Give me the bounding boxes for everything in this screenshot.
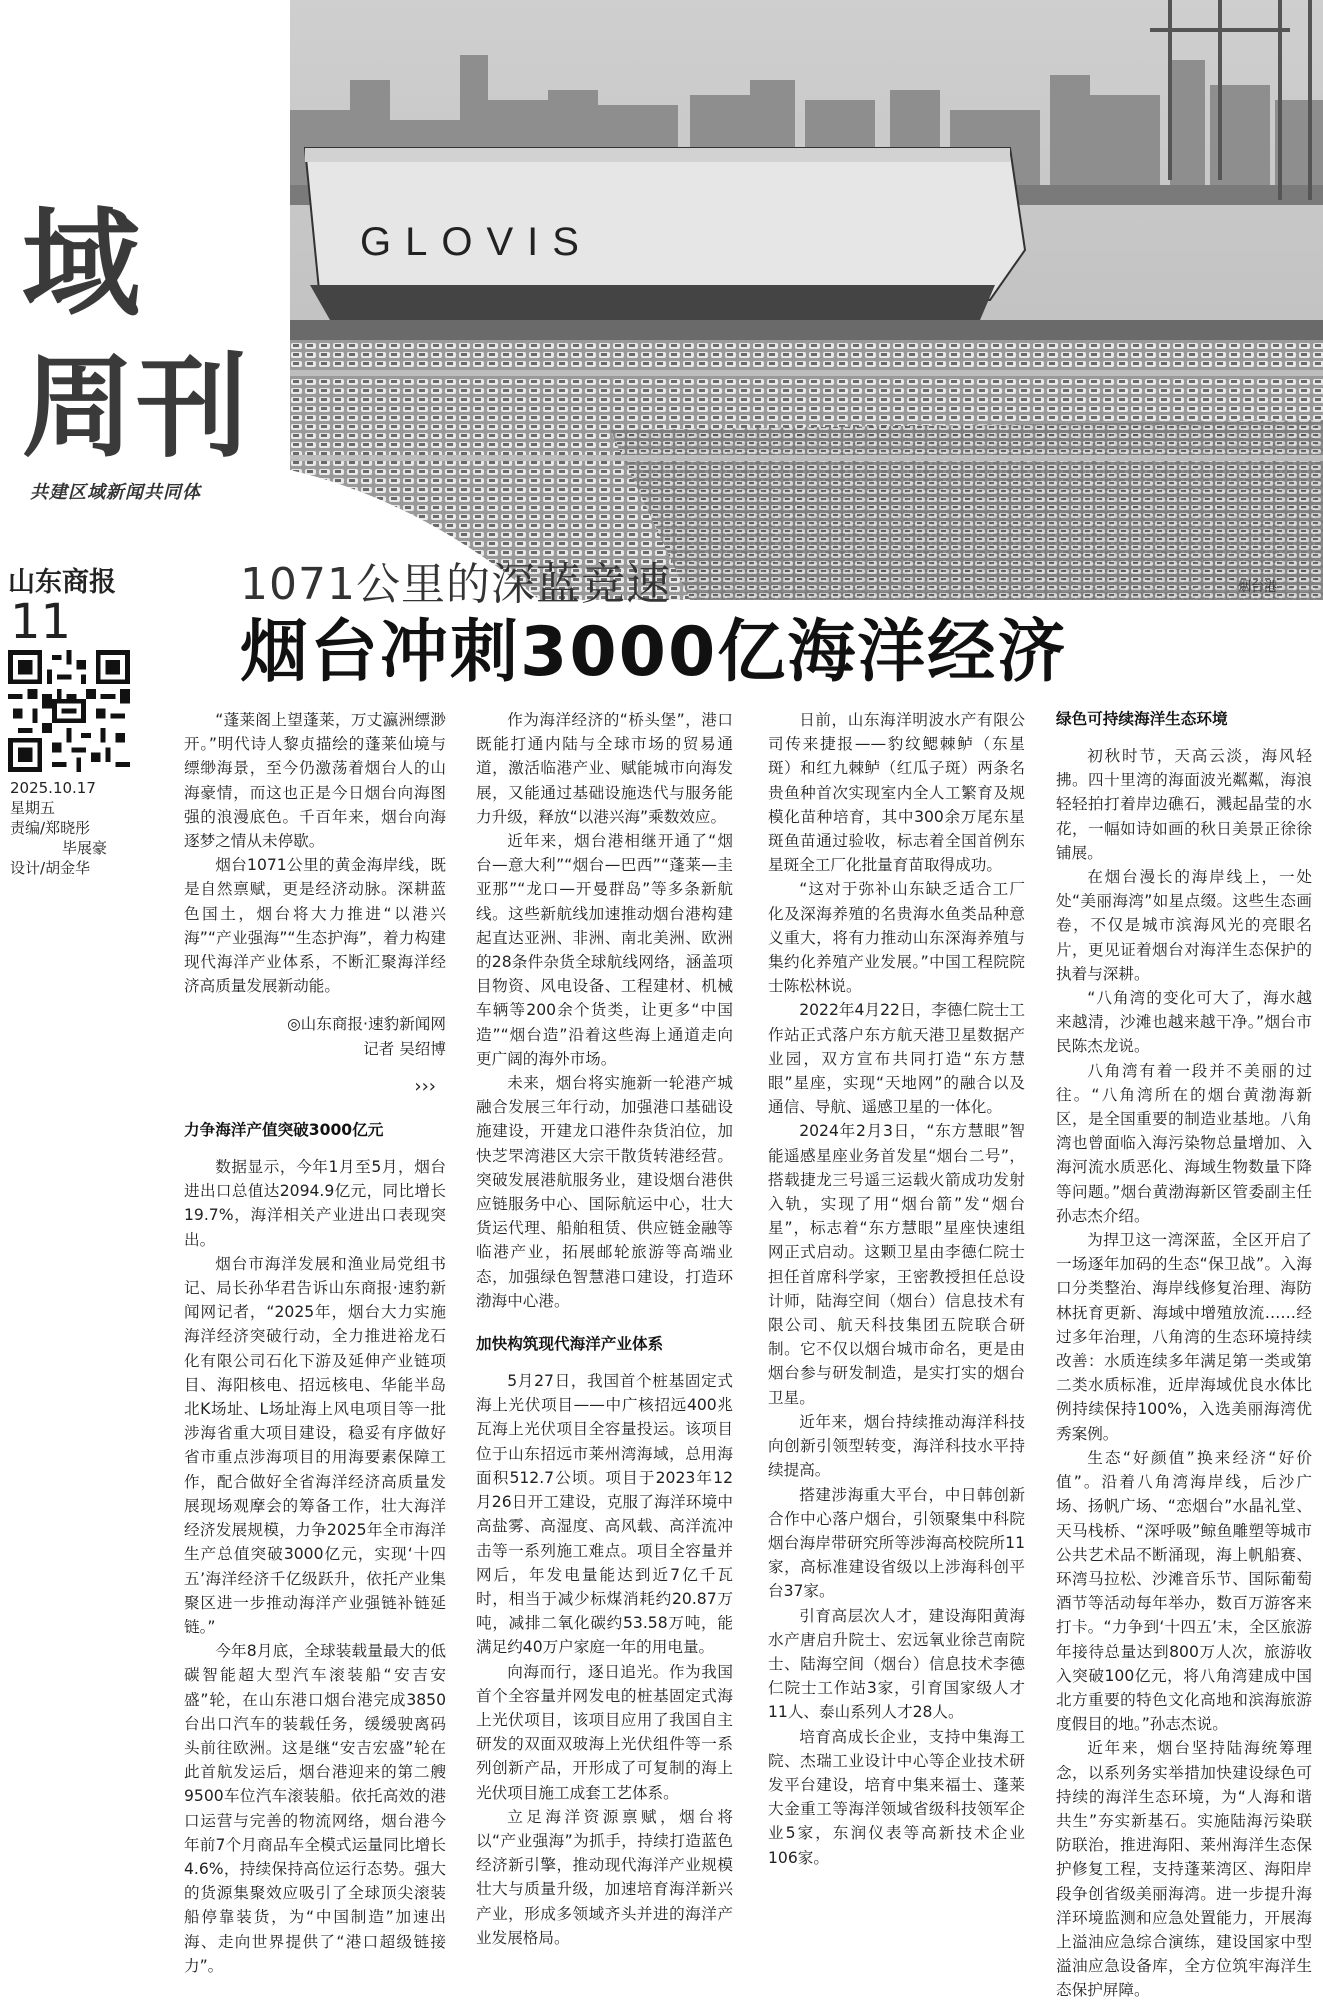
body-paragraph: 近年来，烟台持续推动海洋科技向创新引领型转变，海洋科技水平持续提高。 (768, 1412, 1025, 1480)
byline-reporter: 记者 吴绍博 (363, 1039, 446, 1058)
body-paragraph: “八角湾的变化可大了，海水越来越清，沙滩也越来越干净。”烟台市民陈杰龙说。 (1056, 989, 1312, 1056)
body-paragraph: 立足海洋资源禀赋，烟台将以“产业强海”为抓手，持续打造蓝色经济新引擎，推动现代海洋产业规模壮大与质量升级，加速培育海洋新兴产业，形成多领域齐头并进的海洋产业发展格局。 (476, 1807, 733, 1947)
designer-label: 设计 (10, 859, 41, 877)
section-heading-3: 绿色可持续海洋生态环境 (1056, 710, 1228, 728)
qr-code-icon[interactable] (8, 650, 130, 772)
body-paragraph: 培育高成长企业，支持中集海工院、杰瑞工业设计中心等企业技术研发平台建设，培育中集来福士、蓬莱大金重工等海洋领域省级科技领军企业5家，东润仪表等高新技术企业106家。 (768, 1727, 1025, 1867)
body-paragraph: 日前，山东海洋明波水产有限公司传来捷报——豹纹鳃棘鲈（东星斑）和红九棘鲈（红瓜子斑）两条名贵鱼种首次实现室内全人工繁育及规模化苗种培育，其中300余万尾东星斑鱼苗通过验收，标志着全国首例东星斑全工厂化批量育苗取得成功。 (768, 711, 1025, 875)
article-column-1 (184, 708, 446, 1975)
body-paragraph: 初秋时节，天高云淡，海风轻拂。四十里湾的海面波光粼粼，海浪轻轻拍打着岸边礁石，溅起晶莹的水花，一幅如诗如画的秋日美景正徐徐铺展。 (1056, 747, 1312, 862)
intro-paragraph-1: “蓬莱阁上望蓬莱，万丈瀛洲缥渺开。”明代诗人黎贞描绘的蓬莱仙境与缥缈海景，至今仍激荡着烟台人的山海豪情，而这也正是今日烟台向海图强的浪漫底色。千百年来，烟台向海逐梦之情从未停歇。 (184, 711, 446, 851)
body-paragraph: 为捍卫这一湾深蓝，全区开启了一场逐年加码的生态“保卫战”。入海口分类整治、海岸线修复治理、海防林抚育更新、海域中增殖放流……经过多年治理，八角湾的生态环境持续改善：水质连续多年满足第一类或第二类水质标准，近岸海域优良水体比例持续保持100%，入选美丽海湾优秀案例。 (1056, 1231, 1312, 1443)
intro-paragraph-2: 烟台1071公里的黄金海岸线，既是自然禀赋，更是经济动脉。深耕蓝色国土，烟台将大力推进“以港兴海”“产业强海”“生态护海”，着力构建现代海洋产业体系，不断汇聚海洋经济高质量发展新动能。 (184, 856, 446, 996)
body-paragraph: 八角湾有着一段并不美丽的过往。“八角湾所在的烟台黄渤海新区，是全国重要的制造业基地。八角湾也曾面临入海污染物总量增加、入海河流水质恶化、海域生物数量下降等问题。”烟台黄渤海新区管委副主任孙志杰介绍。 (1056, 1061, 1312, 1225)
body-paragraph: 2022年4月22日，李德仁院士工作站正式落户东方航天港卫星数据产业园，双方宣布共同打造“东方慧眼”星座，实现“天地网”的融合以及通信、导航、遥感卫星的一体化。 (768, 1001, 1025, 1117)
body-paragraph: 搭建涉海重大平台，中日韩创新合作中心落户烟台，引领聚集中科院烟台海岸带研究所等涉海高校院所11家，高标准建设省级以上涉海科创平台37家。 (768, 1485, 1025, 1601)
continue-arrows-icon: ››› (414, 1075, 436, 1097)
body-paragraph: 近年来，烟台坚持陆海统筹理念，以系列务实举措加快建设绿色可持续的海洋生态环境，为“人海和谐共生”夯实新基石。实施陆海污染联防联治，推进海阳、莱州海洋生态保护修复工程，支持蓬莱湾区、海阳岸段争创省级美丽海湾。进一步提升海洋环境监测和应急处置能力，开展海上溢油应急综合演练，建设国家中型溢油应急设备库，全方位筑牢海洋生态保护屏障。 (1056, 1739, 1312, 2000)
body-paragraph: 烟台市海洋发展和渔业局党组书记、局长孙华君告诉山东商报·速豹新闻网记者，“2025年，烟台大力实施海洋经济突破行动，全力推进裕龙石化有限公司石化下游及延伸产业链项目、海阳核电、招远核电、华能半岛北K场址、L场址海上风电项目等一批涉海省重大项目建设，稳妥有序做好省市重点涉海项目的用海要素保障工作，配合做好全省海洋经济高质量发展现场观摩会的筹备工作，壮大海洋经济发展规模，力争2025年全市海洋生产总值突破3000亿元，实现‘十四五’海洋经济千亿级跃升，依托产业集聚区进一步推动海洋产业强链补链延链。” (184, 1254, 446, 1636)
body-paragraph: 向海而行，逐日追光。作为我国首个全容量并网发电的桩基固定式海上光伏项目，该项目应用了我国自主研发的双面双玻海上光伏组件等一系列创新产品，开形成了可复制的海上光伏项目施工成套工艺体系。 (476, 1662, 733, 1802)
article-column-3 (768, 708, 1025, 1933)
body-paragraph: 未来，烟台将实施新一轮港产城融合发展三年行动，加强港口基础设施建设，开建龙口港件杂货泊位，加快芝罘湾港区大宗干散货转港经营。突破发展港航服务业，建设烟台港供应链服务中心、国际航运中心，壮大货运代理、船舶租赁、供应链金融等临港产业，拓展邮轮旅游等高端业态，加强绿色智慧港口建设，打造环渤海中心港。 (476, 1074, 733, 1310)
ship-name: GLOVIS (360, 220, 593, 264)
body-paragraph: “这对于弥补山东缺乏适合工厂化及深海养殖的名贵海水鱼类品种意义重大，将有力推动山东深海养殖与集约化养殖产业发展。”中国工程院院士陈松林说。 (768, 880, 1025, 996)
article-column-2 (476, 708, 733, 1947)
body-paragraph: 作为海洋经济的“桥头堡”，港口既能打通内陆与全球市场的贸易通道，激活临港产业、赋能城市向海发展，又能通过基础设施迭代与服务能力升级，释放“以港兴海”乘数效应。 (476, 711, 733, 826)
body-paragraph: 5月27日，我国首个桩基固定式海上光伏项目——中广核招远400兆瓦海上光伏项目全容量投运。该项目位于山东招远市莱州湾海域，总用海面积512.7公顷。项目于2023年12月26日开工建设，克服了海洋环境中高盐雾、高湿度、高风载、高洋流冲击等一系列施工难点。项目全容量并网后，年发电量能达到近7亿千瓦时，相当于减少标煤消耗约20.87万吨，减排二氧化碳约53.58万吨，能满足约40万户家庭一年的用电量。 (476, 1372, 733, 1657)
section-heading-1: 力争海洋产值突破3000亿元 (184, 1121, 384, 1140)
headline-title: 烟台冲刺3000亿海洋经济 (240, 613, 1068, 692)
editor-label: 责编 (10, 819, 41, 837)
body-paragraph: 近年来，烟台港相继开通了“烟台—意大利”“烟台—巴西”“蓬莱—圭亚那”“龙口—开曼群岛”等多条新航线。这些新航线加速推动烟台港构建起直达亚洲、非洲、南北美洲、欧洲的28条件杂货全球航线网络，涵盖项目物资、风电设备、工程建材、机械车辆等200余个货类，让更多“中国造”“烟台造”沿着这些海上通道走向更广阔的海外市场。 (476, 832, 733, 1068)
article-column-4 (1056, 708, 1312, 2000)
byline-outlet: ◎山东商报·速豹新闻网 (287, 1015, 446, 1034)
body-paragraph: 今年8月底，全球装载量最大的低碳智能超大型汽车滚装船“安吉安盛”轮，在山东港口烟台港完成3850台出口汽车的装载任务，缓缓驶离码头前往欧洲。这是继“安吉宏盛”轮在此首航发运后，烟台港迎来的第二艘9500车位汽车滚装船。依托高效的港口运营与完善的物流网络，烟台港今年前7个月商品车全模式运量同比增长4.6%，持续保持高位运行态势。强大的货源集聚效应吸引了全球顶尖滚装船停靠装货，为“中国制造”加速出海、走向世界提供了“港口超级链接力”。 (184, 1642, 446, 1975)
headline-kicker: 1071公里的深蓝竞速 (240, 559, 671, 610)
newspaper-name: 山东商报 (8, 567, 116, 598)
editor-2: 毕展豪 (62, 839, 108, 857)
body-paragraph: 引育高层次人才，建设海阳黄海水产唐启升院士、宏远氧业徐芑南院士、陆海空间（烟台）信息技术李德仁院士工作站3家，引育国家级人才11人、泰山系列人才28人。 (768, 1606, 1025, 1722)
photo-credit: 烟台港 (1238, 580, 1278, 595)
editor-1: 郑晓彤 (45, 819, 91, 837)
page-number: 11 (10, 594, 72, 650)
section-heading-2: 加快构筑现代海洋产业体系 (476, 1335, 664, 1354)
issue-weekday: 星期五 (10, 799, 56, 817)
editor-line: 责编/郑晓彤 (10, 819, 91, 837)
port-photo (290, 0, 1323, 600)
section-title-line2: 周刊 (22, 343, 250, 473)
masthead-slogan: 共建区域新闻共同体 (30, 482, 201, 503)
designer-line: 设计/胡金华 (10, 859, 91, 877)
issue-date: 2025.10.17 (10, 779, 96, 797)
section-title-line1: 域 (22, 195, 141, 333)
body-paragraph: 数据显示，今年1月至5月，烟台进出口总值达2094.9亿元，同比增长19.7%，海洋相关产业进出口表现突出。 (184, 1158, 446, 1249)
body-paragraph: 2024年2月3日，“东方慧眼”智能遥感星座业务首发星“烟台二号”，搭载捷龙三号遥三运载火箭成功发射入轨，实现了用“烟台箭”发“烟台星”，标志着“东方慧眼”星座快速组网正式启动。这颗卫星由李德仁院士担任首席科学家，王密教授担任总设计师，陆海空间（烟台）信息技术有限公司、航天科技集团五院联合研制。它不仅以烟台城市命名，更是由烟台参与研发制造，是实打实的烟台卫星。 (768, 1122, 1025, 1407)
body-paragraph: 在烟台漫长的海岸线上，一处处“美丽海湾”如星点缀。这些生态画卷，不仅是城市滨海风光的亮眼名片，更见证着烟台对海洋生态保护的执着与深耕。 (1056, 868, 1312, 983)
designer-name: 胡金华 (45, 859, 91, 877)
body-paragraph: 生态“好颜值”换来经济“好价值”。沿着八角湾海岸线，后沙广场、扬帆广场、“恋烟台”水晶礼堂、天马栈桥、“深呼吸”鲸鱼雕塑等城市公共艺术品不断涌现，海上帆船赛、环湾马拉松、沙滩音乐节、国际葡萄酒节等活动每年举办，数百万游客来打卡。“力争到‘十四五’末，全区旅游年接待总量达到800万人次，旅游收入突破100亿元，将八角湾建成中国北方重要的特色文化高地和滨海旅游度假目的地。”孙志杰说。 (1056, 1448, 1312, 1734)
